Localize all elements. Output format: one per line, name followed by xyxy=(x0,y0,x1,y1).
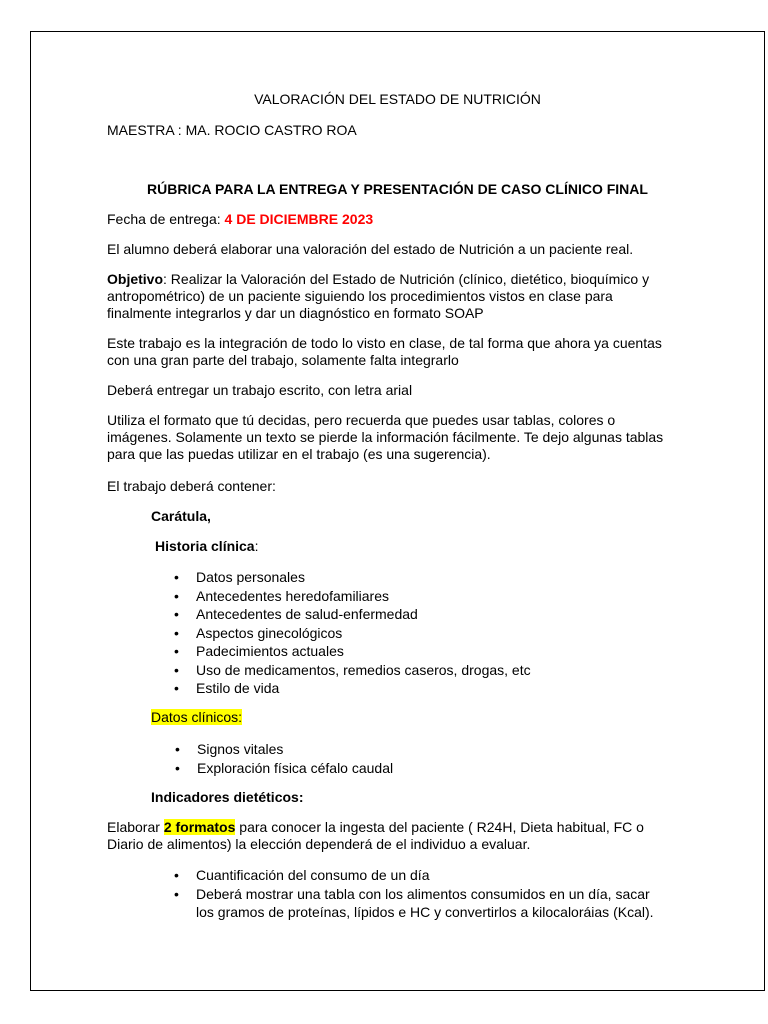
historia-heading xyxy=(155,538,258,555)
bullet-icon: • xyxy=(174,606,179,622)
list-item: • Exploración física céfalo caudal xyxy=(175,759,394,776)
dieteticos-text-after: para conocer la ingesta del paciente ( R24H, Dieta habitual, FC o Diario de alimentos) la elección dependerá de el individuo a evaluar. xyxy=(107,819,644,852)
datos-clinicos-list xyxy=(175,740,393,777)
dieteticos-paragraph xyxy=(107,819,667,853)
due-date-line xyxy=(107,211,373,228)
list-item: • Antecedentes de salud-enfermedad xyxy=(174,606,418,622)
historia-label: Historia clínica xyxy=(155,538,255,554)
format-paragraph: Utiliza el formato que tú decidas, pero recuerda que puedes usar tablas, colores o imágenes. Solamente un texto se pierde la información fácilmente. Te dejo algunas tablas para que las puedas utilizar en el trabajo (es una sugerencia). xyxy=(107,412,664,462)
bullet-icon: • xyxy=(175,741,180,757)
dieteticos-list xyxy=(174,866,664,922)
bullet-icon: • xyxy=(174,867,179,883)
list-item: • Datos personales xyxy=(174,569,305,585)
historia-list xyxy=(174,568,531,698)
bullet-icon: • xyxy=(175,759,180,776)
bullet-icon: • xyxy=(174,885,179,902)
list-item: • Padecimientos actuales xyxy=(174,643,344,659)
objective-text: : Realizar la Valoración del Estado de Nutrición (clínico, dietético, bioquímico y antropométrico) de un paciente siguiendo los procedimientos vistos en clase para finalmente integrarlos y dar un diagnóstico en formato SOAP xyxy=(107,271,650,321)
contents-intro: El trabajo deberá contener: xyxy=(107,478,276,494)
bullet-icon: • xyxy=(174,661,179,678)
datos-clinicos-label: Datos clínicos: xyxy=(151,709,243,725)
caratula-heading: Carátula, xyxy=(151,508,211,524)
datos-clinicos-heading xyxy=(151,709,242,726)
due-date-value: 4 DE DICIEMBRE 2023 xyxy=(224,211,374,227)
objective-label: Objetivo xyxy=(107,271,164,287)
dieteticos-text-before: Elaborar xyxy=(107,819,164,835)
historia-suffix: : xyxy=(254,538,259,554)
list-item: • Antecedentes heredofamiliares xyxy=(174,587,390,604)
bullet-icon: • xyxy=(174,624,179,641)
teacher-line: MAESTRA : MA. ROCIO CASTRO ROA xyxy=(107,122,357,138)
bullet-icon: • xyxy=(174,587,179,604)
list-item: • Estilo de vida xyxy=(174,680,280,696)
list-item: • Signos vitales xyxy=(175,741,284,757)
due-date-label: Fecha de entrega: xyxy=(107,211,225,227)
dieteticos-heading: Indicadores dietéticos: xyxy=(151,789,304,805)
integration-paragraph: Este trabajo es la integración de todo lo visto en clase, de tal forma que ahora ya cuentas con una gran parte del trabajo, solamente falta integrarlo xyxy=(107,335,662,368)
written-paragraph: Deberá entregar un trabajo escrito, con letra arial xyxy=(107,382,413,398)
objective-paragraph xyxy=(107,271,667,322)
dieteticos-highlight: 2 formatos xyxy=(163,819,236,835)
bullet-icon: • xyxy=(174,680,179,696)
list-item: • Uso de medicamentos, remedios caseros, drogas, etc xyxy=(174,661,531,678)
rubric-heading: RÚBRICA PARA LA ENTREGA Y PRESENTACIÓN DE CASO CLÍNICO FINAL xyxy=(147,181,648,197)
intro-paragraph: El alumno deberá elaborar una valoración del estado de Nutrición a un paciente real. xyxy=(107,241,634,257)
list-item: • Cuantificación del consumo de un día xyxy=(174,867,430,883)
list-item: • Aspectos ginecológicos xyxy=(174,624,343,641)
document-title: VALORACIÓN DEL ESTADO DE NUTRICIÓN xyxy=(254,91,541,107)
list-item: • Deberá mostrar una tabla con los alimentos consumidos en un día, sacar los gramos de proteínas, lípidos e HC y convertirlos a kilocaloráias (Kcal). xyxy=(174,885,654,920)
bullet-icon: • xyxy=(174,569,179,585)
bullet-icon: • xyxy=(174,643,179,659)
